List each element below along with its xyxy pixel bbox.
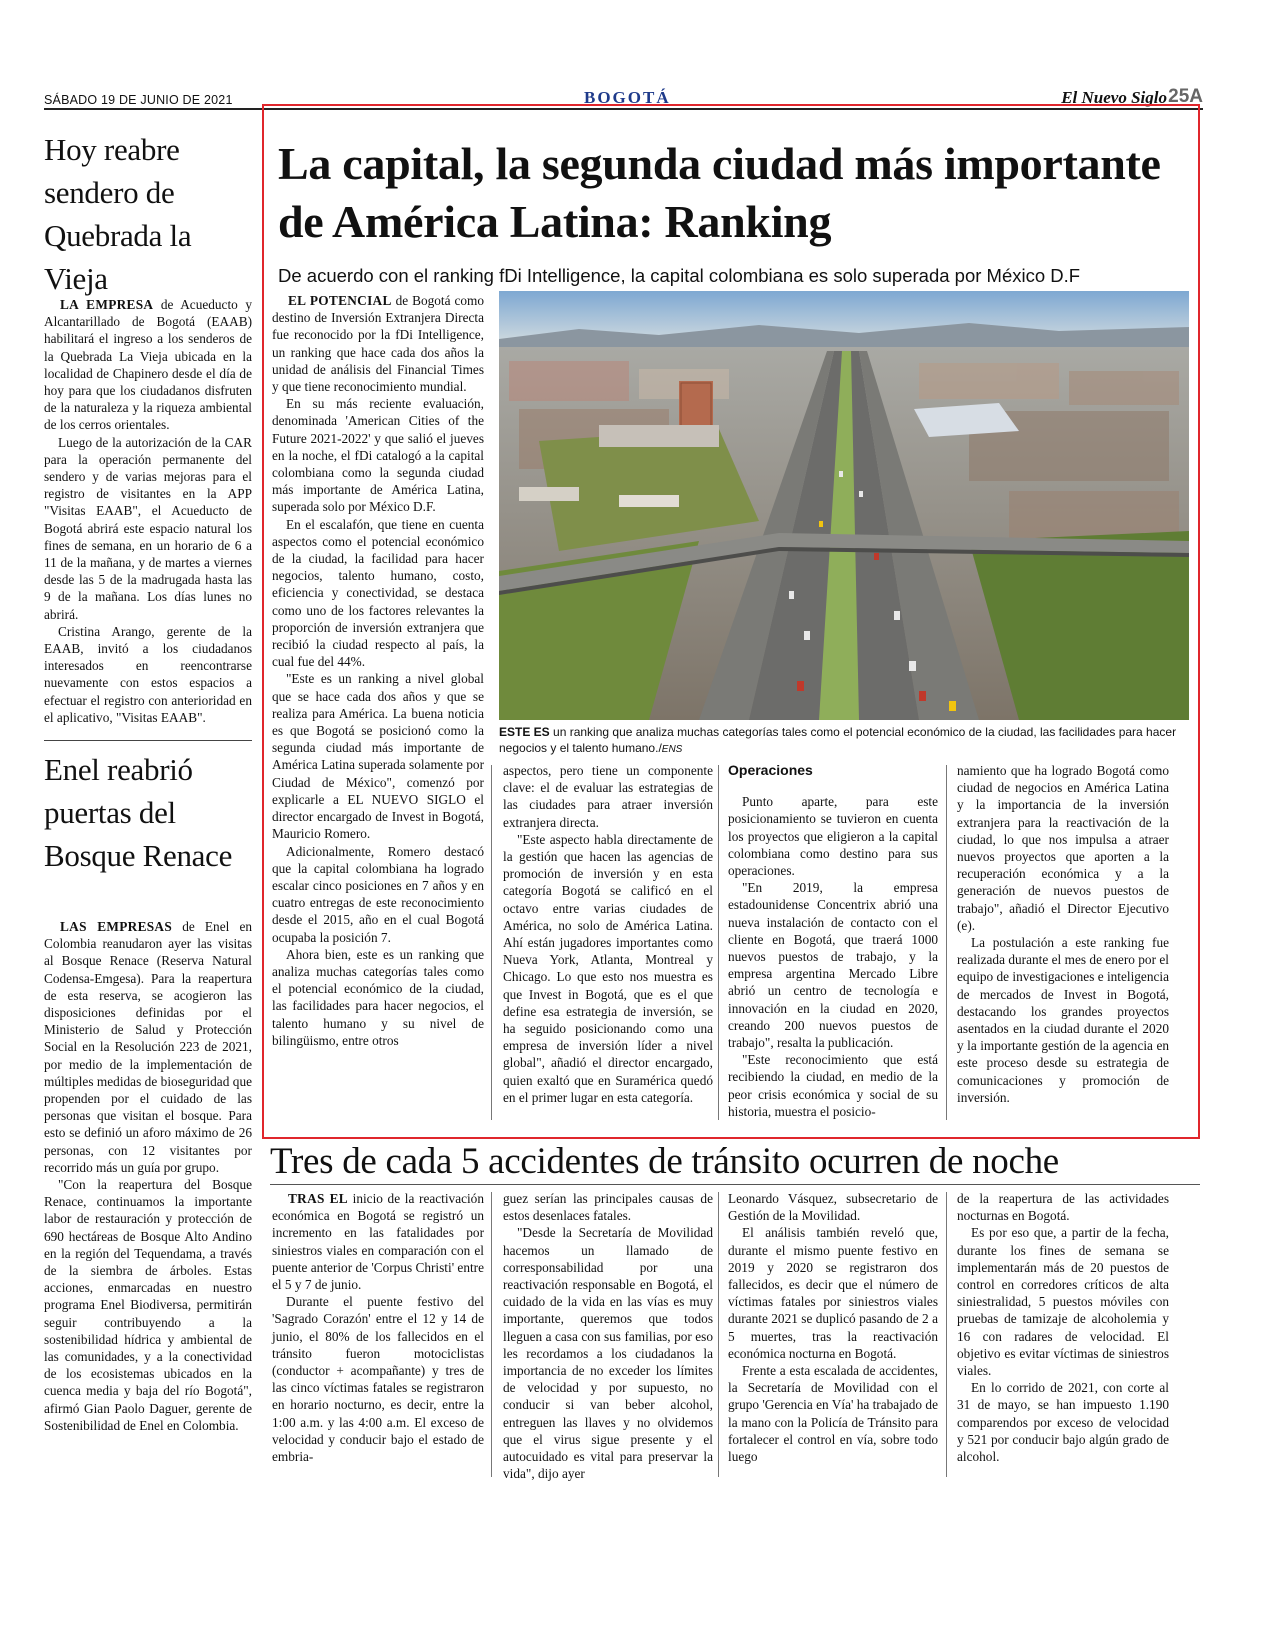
traffic-col-rule-3 bbox=[946, 1192, 947, 1477]
main-headline: La capital, la segunda ciudad más importante de América Latina: Ranking bbox=[278, 138, 1161, 247]
side-divider bbox=[44, 740, 252, 741]
side1-p3: Cristina Arango, gerente de la EAAB, invitó a los ciudadanos interesados en reencontrarse nuevamente con estos espacios a efectuar el registro con anterioridad en el aplicativo, "Visitas EAAB". bbox=[44, 623, 252, 725]
main-c1p5: Adicionalmente, Romero destacó que la capital colombiana ha logrado escalar cinco posiciones en 7 años y en cuatro entregas de este reconocimiento desde el 2015, año en el cual Bogotá ocupaba la posición 7. bbox=[272, 843, 484, 945]
traffic-c3p2: El análisis también reveló que, durante el mismo puente festivo en 2019 y 2020 se registraron dos fallecidos, es decir que el número de víctimas fatales por siniestros viales durante 2021 se duplicó pasando de 2 a 5 muertes, tras la reactivación económica nocturna en Bogotá. bbox=[728, 1225, 938, 1361]
main-col-rule-1 bbox=[491, 765, 492, 1120]
main-c4p2: La postulación a este ranking fue realizada durante el mes de enero por el equipo de investigaciones e inteligencia de mercados de Invest in Bogotá, destacando los grandes proyectos asentados en la ciudad durante el 2020 y la importante gestión de la agencia en este proceso desde su estrategia de comunicaciones y promoción de inversión. bbox=[957, 935, 1169, 1105]
operaciones-subhead: Operaciones bbox=[728, 762, 813, 778]
traffic-rule bbox=[270, 1184, 1200, 1185]
side2-p2: "Con la reapertura del Bosque Renace, continuamos la importante labor de restauración y protección de 690 hectáreas de Bosque Alto Andino en la región del Tequendama, a través de la siembra de árboles. Estas acciones, enmarcadas en nuestro programa Enel Biodiversa, permitirán seguir contribuyendo a la sostenibilidad hídrica y ambiental de las comunidades, y a la conectividad de los ecosistemas ubicados en la cuenca media y baja del río Bogotá", afirmó Gian Paolo Daguer, gerente de Sostenibilidad de Enel en Colombia. bbox=[44, 1177, 252, 1433]
side1-p1: de Acueducto y Alcantarillado de Bogotá (EAAB) habilitará el ingreso a los senderos de la Quebrada La Vieja ubicada en la localidad de Chapinero desde el día de hoy para que los ciudadanos disfruten de la naturaleza y la riqueza ambiental de los cerros orientales. bbox=[44, 297, 252, 433]
traffic-c1p2: Durante el puente festivo del 'Sagrado Corazón' entre el 12 y 14 de junio, el 80% de los fallecidos en el tránsito fueron motociclistas (conductor + acompañante) y tres de las cinco víctimas fatales se registraron en horario nocturno, es decir, entre la 1:00 a.m. y las 4:00 a.m. El exceso de velocidad y conducir bajo el estado de embria- bbox=[272, 1294, 484, 1465]
side-article-2-body bbox=[44, 918, 252, 1434]
main-col-rule-2 bbox=[718, 765, 719, 1120]
side2-lead: LAS EMPRESAS bbox=[60, 919, 173, 934]
traffic-c4p1: de la reapertura de las actividades nocturnas en Bogotá. bbox=[957, 1191, 1169, 1224]
traffic-c3p3: Frente a esta escalada de accidentes, la Secretaría de Movilidad con el grupo 'Gerencia en Vía' ha trabajado de la mano con la Policía de Tránsito para fortalecer el control en vía, sobre todo luego bbox=[728, 1363, 938, 1465]
main-col-2 bbox=[503, 762, 713, 1106]
caption-text: un ranking que analiza muchas categorías tales como el potencial económico de la ciudad, las facilidades para hacer negocios y el talento humano./ bbox=[499, 725, 1177, 755]
main-c1p6: Ahora bien, este es un ranking que analiza muchas categorías tales como el potencial económico de la ciudad, las facilidades para hacer negocios, el talento humano y su nivel de bilingüismo, entre otros bbox=[272, 946, 484, 1048]
side-article-2-title: Enel reabrió puertas del Bosque Renace bbox=[44, 752, 233, 873]
main-col-1 bbox=[272, 292, 484, 1049]
side2-p1: de Enel en Colombia reanudaron ayer las visitas al Bosque Renace (Reserva Natural Codensa-Emgesa). Para la reapertura de esta reserva, se acogieron las disposiciones definidas por el Ministerio de Salud y Protección Social en la Resolución 223 de 2021, por medio de la implementación de múltiples medidas de bioseguridad que propenden por el cuidado de las personas que visitan el bosque. Para esto se definió un aforo máximo de 26 personas, con 12 visitantes por recorrido más un guía por grupo. bbox=[44, 919, 252, 1175]
main-c2p2: "Este aspecto habla directamente de la gestión que hacen las agencias de promoción de inversión y en esta categoría Bogotá se calificó en el octavo entre varias ciudades de América, no solo de América Latina. Ahí están jugadores importantes como Nueva York, Atlanta, Montreal y Chicago. Lo que esto nos muestra es que Invest in Bogotá, que es el que define esa estrategia de inversión, se ha seguido posicionando como una empresa de inversión líder a nivel global", añadió el director encargado, quien exaltó que en Suramérica quedó en el primer lugar en esta categoría. bbox=[503, 831, 713, 1105]
main-c4p1: namiento que ha logrado Bogotá como ciudad de negocios en América Latina y la importancia de la inversión extranjera para la reactivación de la ciudad, lo que nos impulsa a atraer nuevos proyectos que aporten a la recuperación económica y a la generación de nuevos puestos de trabajo", añadió el Director Ejecutivo (e). bbox=[957, 763, 1169, 933]
main-col-3 bbox=[728, 762, 938, 1120]
main-c1p3: En el escalafón, que tiene en cuenta aspectos como el potencial económico de la ciudad, la facilidad para hacer negocios, talento humano, costo, eficiencia y conectividad, se destaca como uno de los factores relevantes la proporción de inversión extranjera que recibió la ciudad respecto al país, la cual fue del 44%. bbox=[272, 516, 484, 670]
traffic-col-rule-1 bbox=[491, 1192, 492, 1477]
main-col-4 bbox=[957, 762, 1169, 1106]
main-c1p4: "Este es un ranking a nivel global que se hace cada dos años y que se realiza para América. La buena noticia es que Bogotá se posicionó como la segunda ciudad más importante de América Latina superada solamente por Ciudad de México", comenzó por explicarle a EL NUEVO SIGLO el director encargado de Invest in Bogotá, Mauricio Romero. bbox=[272, 671, 484, 842]
traffic-col-1 bbox=[272, 1190, 484, 1465]
page-number: 25A bbox=[1168, 86, 1203, 107]
side1-p2: Luego de la autorización de la CAR para la operación permanente del sendero y de varias mejoras para el registro de visitantes en la APP "Visitas EAAB", el Acueducto de Bogotá abrirá este espacio natural los fines de semana, en un horario de 6 a 11 de la mañana, y de martes a viernes desde las 5 de la madrugada hasta las 9 de la mañana. Los días lunes no abrirá. bbox=[44, 434, 252, 622]
section-name: BOGOTÁ bbox=[584, 88, 671, 107]
caption-credit: ENS bbox=[661, 744, 683, 755]
traffic-col-2 bbox=[503, 1190, 713, 1482]
main-c1p1: de Bogotá como destino de Inversión Extranjera Directa fue reconocido por la fDi Intelligence, un ranking que hace cada dos años la unidad de análisis del Financial Times y que tiene reconocimiento mundial. bbox=[272, 293, 484, 395]
caption-lead: ESTE ES bbox=[499, 725, 550, 739]
traffic-col-3 bbox=[728, 1190, 938, 1465]
traffic-c3p1: Leonardo Vásquez, subsecretario de Gestión de la Movilidad. bbox=[728, 1191, 938, 1224]
main-c1p2: En su más reciente evaluación, denominada 'American Cities of the Future 2021-2022' y que salió el jueves en la noche, el fDi catalogó a la capital colombiana como la segunda ciudad más importante de América Latina, superada solo por México D.F. bbox=[272, 396, 484, 515]
main-c3p3: "Este reconocimiento que está recibiendo la ciudad, en medio de la peor crisis económica y social de su historia, muestra el posicio- bbox=[728, 1052, 938, 1119]
traffic-col-4 bbox=[957, 1190, 1169, 1465]
traffic-headline: Tres de cada 5 accidentes de tránsito ocurren de noche bbox=[270, 1141, 1059, 1182]
traffic-c4p3: En lo corrido de 2021, con corte al 31 de mayo, se han impuesto 1.190 comparendos por exceso de velocidad y 521 por conducir bajo algún grado de alcohol. bbox=[957, 1380, 1169, 1465]
side-article-1-title: Hoy reabre sendero de Quebrada la Vieja bbox=[44, 132, 192, 296]
newspaper-name: El Nuevo Siglo bbox=[1061, 88, 1167, 107]
photo-caption bbox=[499, 724, 1187, 758]
traffic-lead: TRAS EL bbox=[288, 1191, 348, 1206]
traffic-c2p1: guez serían las principales causas de estos desenlaces fatales. bbox=[503, 1191, 713, 1224]
traffic-c4p2: Es por eso que, a partir de la fecha, durante los fines de semana se implementarán más de 20 puestos de control en corredores críticos de alta siniestralidad, 5 puestos móviles con pruebas de tamizaje de alcoholemia y 16 con radares de velocidad. El objetivo es evitar víctimas de siniestros viales. bbox=[957, 1225, 1169, 1379]
traffic-col-rule-2 bbox=[718, 1192, 719, 1477]
main-lead: EL POTENCIAL bbox=[288, 293, 392, 308]
traffic-c2p2: "Desde la Secretaría de Movilidad hacemos un llamado de corresponsabilidad por una reactivación responsable en Bogotá, el cuidado de la vida en las vías es muy importante, queremos que todos lleguen a casa con sus familias, por eso les recordamos a los ciudadanos la importancia de no exceder los límites de velocidad y por supuesto, no conducir si van beber alcohol, entreguen las llaves y no olvidemos que el virus sigue presente y el autocuidado es vital para preservar la vida", dijo ayer bbox=[503, 1225, 713, 1482]
traffic-c1p1: inicio de la reactivación económica en Bogotá se registró un incremento en las fatalidades por siniestros viales en comparación con el puente anterior de 'Corpus Christi' entre el 5 y 7 de junio. bbox=[272, 1191, 484, 1293]
main-c3p1: Punto aparte, para este posicionamiento se tuvieron en cuenta los proyectos que eligieron a la capital colombiana como destino para sus operaciones. bbox=[728, 794, 938, 879]
main-c2p1: aspectos, pero tiene un componente clave: el de evaluar las estrategias de las ciudades para atraer inversión extranjera directa. bbox=[503, 763, 713, 830]
main-c3p2: "En 2019, la empresa estadounidense Concentrix abrió una nueva instalación de contacto con el cliente en Bogotá, que traerá 1000 nuevos puestos de trabajo, y la empresa argentina Mercado Libre abrió un centro de tecnología e innovación en la ciudad en 2020, creando 200 nuevos puestos de trabajo", resalta la publicación. bbox=[728, 880, 938, 1051]
side-article-1-body bbox=[44, 296, 252, 726]
main-col-rule-3 bbox=[946, 765, 947, 1120]
aerial-city-highway-photo bbox=[499, 291, 1189, 720]
main-subtitle: De acuerdo con el ranking fDi Intelligence, la capital colombiana es solo superada por México D.F bbox=[278, 265, 1081, 286]
issue-date: SÁBADO 19 DE JUNIO DE 2021 bbox=[44, 93, 233, 107]
side1-lead: LA EMPRESA bbox=[60, 297, 154, 312]
